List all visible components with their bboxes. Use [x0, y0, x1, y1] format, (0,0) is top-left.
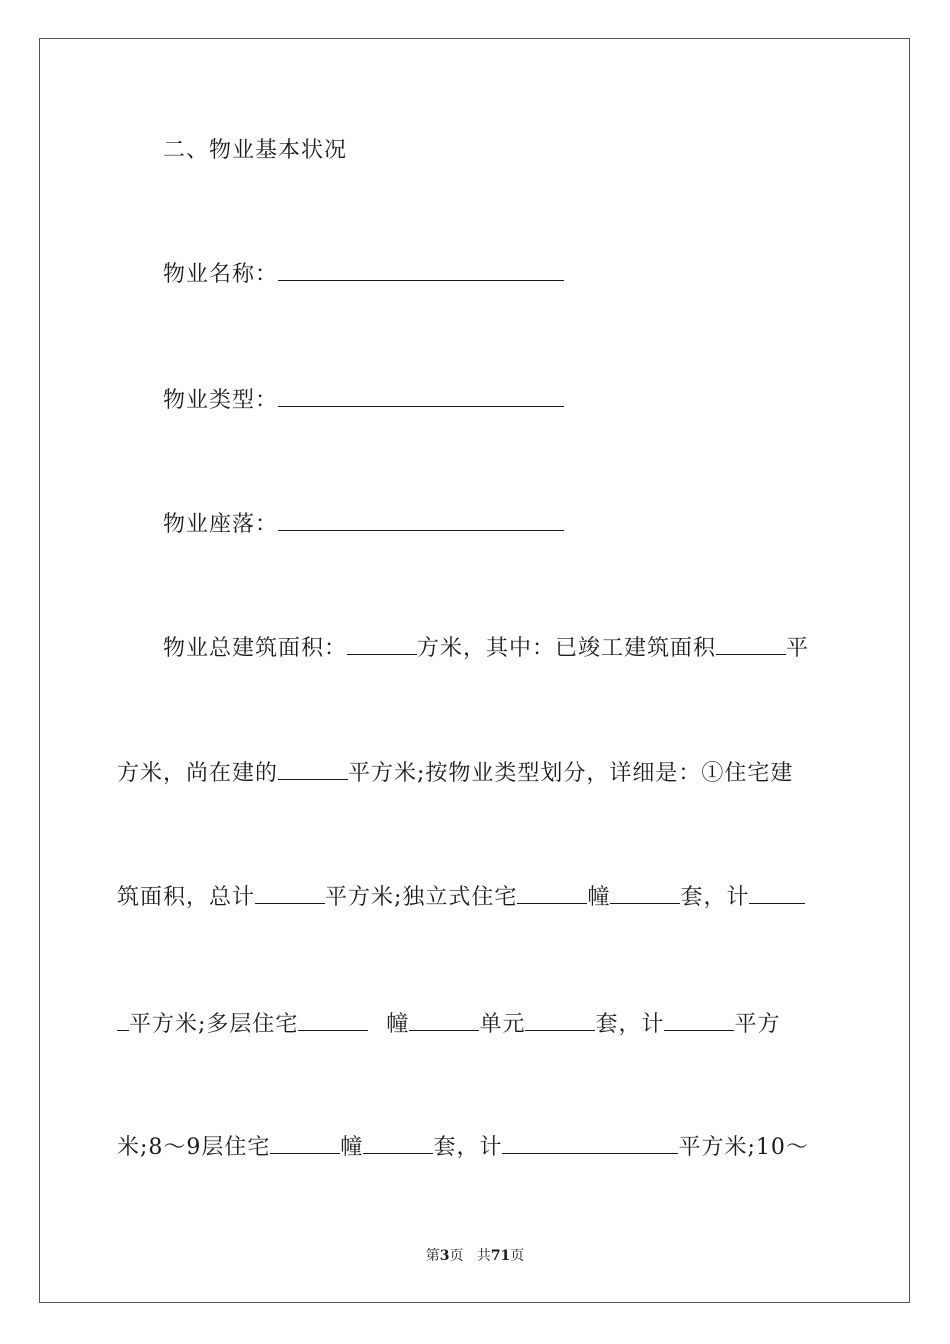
page-border — [39, 38, 910, 1303]
text: 平 — [786, 636, 810, 661]
text: 平方米;独立式住宅 — [325, 885, 518, 910]
text: 套，计 — [680, 885, 750, 910]
text: 幢 — [386, 1012, 410, 1037]
blank-underline[interactable] — [278, 757, 348, 780]
blank-underline[interactable] — [664, 1008, 734, 1031]
paragraph-line-4 — [117, 1008, 835, 1040]
paragraph-line-3 — [117, 881, 835, 913]
section-heading: 二、物业基本状况 — [163, 138, 348, 163]
blank-underline[interactable] — [610, 881, 680, 904]
blank-underline[interactable] — [716, 632, 786, 655]
field-label: 物业名称： — [163, 262, 279, 287]
text: 平方米;多层住宅 — [129, 1012, 299, 1037]
field-property-location — [163, 508, 881, 540]
text: 幢 — [587, 885, 611, 910]
text: 平方米;10～ — [678, 1135, 809, 1160]
footer-text: 共 — [476, 1248, 491, 1264]
paragraph-line-1 — [163, 632, 835, 664]
blank-underline[interactable] — [278, 508, 564, 531]
blank-underline[interactable] — [278, 384, 564, 407]
page-footer — [0, 1246, 950, 1266]
blank-underline[interactable] — [749, 881, 805, 904]
text: 方米，其中：已竣工建筑面积 — [417, 636, 717, 661]
blank-underline[interactable] — [117, 1008, 129, 1031]
blank-underline[interactable] — [525, 1008, 595, 1031]
blank-underline[interactable] — [363, 1131, 433, 1154]
blank-underline[interactable] — [255, 881, 325, 904]
text: 平方米;按物业类型划分，详细是：①住宅建 — [348, 761, 794, 786]
text: 套，计 — [595, 1012, 665, 1037]
field-property-name — [163, 258, 881, 290]
field-property-type — [163, 384, 881, 416]
text: 米;8～9层住宅 — [117, 1135, 271, 1160]
text: 幢 — [340, 1135, 364, 1160]
footer-text: 页 — [449, 1248, 464, 1264]
footer-text: 第 — [425, 1248, 440, 1264]
blank-underline[interactable] — [347, 632, 417, 655]
blank-underline[interactable] — [517, 881, 587, 904]
field-label: 物业座落： — [163, 512, 279, 537]
total-pages: 71 — [490, 1248, 511, 1264]
blank-underline[interactable] — [278, 258, 564, 281]
text: 方米，尚在建的 — [117, 761, 279, 786]
text: 筑面积，总计 — [117, 885, 256, 910]
text: 平方 — [734, 1012, 781, 1037]
blank-underline[interactable] — [502, 1131, 678, 1154]
paragraph-line-5 — [117, 1131, 835, 1163]
blank-underline[interactable] — [409, 1008, 479, 1031]
footer-text: 页 — [510, 1248, 525, 1264]
paragraph-line-2 — [117, 757, 835, 789]
page-number: 3 — [439, 1248, 450, 1264]
blank-underline[interactable] — [298, 1008, 368, 1031]
field-label: 物业类型： — [163, 388, 279, 413]
text: 物业总建筑面积： — [163, 636, 348, 661]
text: 单元 — [479, 1012, 526, 1037]
blank-underline[interactable] — [270, 1131, 340, 1154]
text: 套，计 — [433, 1135, 503, 1160]
